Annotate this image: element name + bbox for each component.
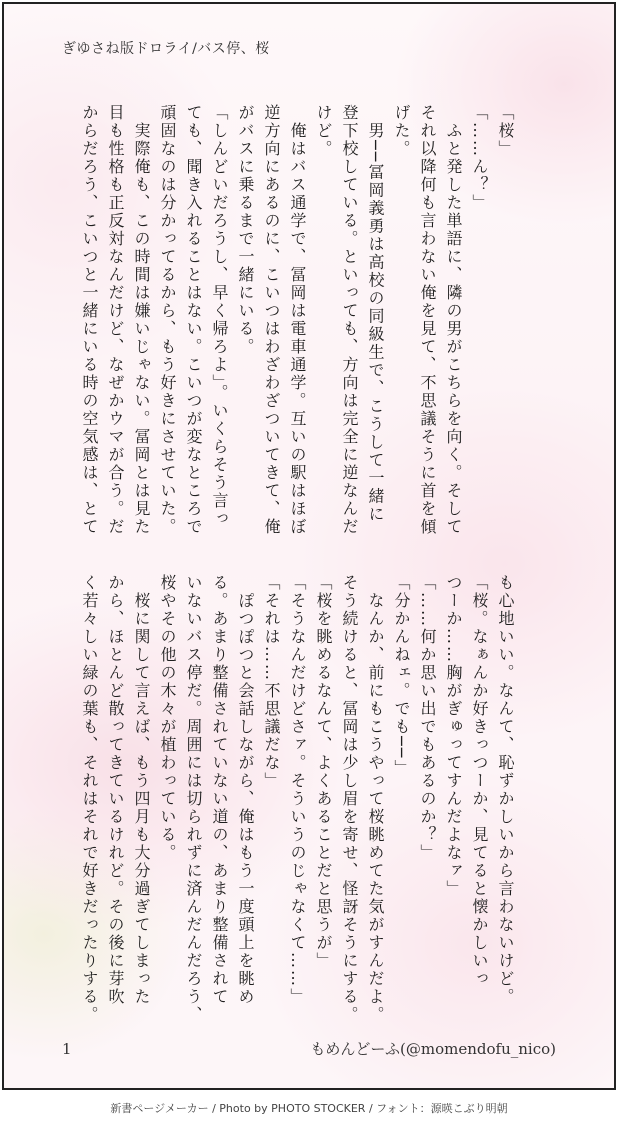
text-line: から、ほとんど散ってきているけれど。その後に芽吹 <box>106 574 125 1006</box>
text-line: 「それは……不思議だな」 <box>262 574 281 790</box>
text-line: そう続けると、冨岡は少し眉を寄せ、怪訝そうにする。 <box>340 574 359 1024</box>
text-line: 桜に関して言えば、もう四月も大分過ぎてしまった <box>132 574 151 1006</box>
text-line: 男──冨岡義勇は高校の同級生で、こうして一緒に <box>366 104 385 524</box>
text-line: る。あまり整備されていない道の、あまり整備されて <box>210 574 229 1006</box>
text-line: 「しんどいだろうし、早く帰ろよ」。いくらそう言っ <box>210 104 229 528</box>
text-line: いないバス停だ。周囲には切られずに済んだんだろう、 <box>184 574 203 1024</box>
body-text-lower <box>76 574 518 1024</box>
text-line: ぽつぽつと会話しながら、俺はもう一度頭上を眺め <box>236 574 255 1006</box>
text-line: がバスに乗るまで一緒にいる。 <box>236 104 255 356</box>
page-title: ぎゆさね版ドロライ/バス停、桜 <box>62 41 270 57</box>
text-line: 「桜。なぁんか好きっつーか、見てると懐かしいっ <box>470 574 489 988</box>
text-line: ても、聞き入れることはない。こいつが変なところで <box>184 104 203 536</box>
text-line: なんか、前にもこうやって桜眺めてた気がすんだよ。 <box>366 574 385 1024</box>
text-line: 俺はバス通学で、冨岡は電車通学。互いの駅はほぼ <box>288 104 307 536</box>
text-line: ふと発した単語に、隣の男がこちらを向く。そして <box>444 104 463 536</box>
text-line: 目も性格も正反対なんだけど、なぜかウマが合う。だ <box>106 104 125 536</box>
text-line: く若々しい緑の葉も、それはそれで好きだったりする。 <box>80 574 99 1024</box>
author-credit: もめんどーふ(@momendofu_nico) <box>310 1040 556 1058</box>
body-text-upper <box>76 104 518 536</box>
text-line: 頑固なのは分かってるから、もう好きにさせていた。 <box>158 104 177 536</box>
image-credit: 新書ページメーカー / Photo by PHOTO STOCKER / フォント：源暎こぶり明朝 <box>110 1102 508 1115</box>
text-line: げた。 <box>392 104 411 158</box>
text-line: も心地いい。なんて、恥ずかしいから言わないけど。 <box>496 574 515 1006</box>
text-line: 「桜を眺めるなんて、よくあることだと思うが」 <box>314 574 333 970</box>
text-line: 「桜」 <box>496 104 515 158</box>
book-page <box>2 2 616 1090</box>
text-line: 桜やその他の木々が植わっている。 <box>158 574 177 862</box>
text-line: 登下校している。といっても、方向は完全に逆なんだ <box>340 104 359 536</box>
text-line: 「……ん？」 <box>470 104 489 212</box>
text-line: 「分かんねェ。でも──」 <box>392 574 411 778</box>
text-line: つーか……胸がぎゅってすんだよなァ」 <box>444 574 463 898</box>
text-line: 実際俺も、この時間は嫌いじゃない。冨岡とは見た <box>132 104 151 536</box>
text-line: 「……何か思い出でもあるのか？」 <box>418 574 437 862</box>
page-number: 1 <box>62 1040 72 1058</box>
text-line: それ以降何も言わない俺を見て、不思議そうに首を傾 <box>418 104 437 536</box>
text-line: 「そうなんだけどさァ。そういうのじゃなくて……」 <box>288 574 307 1006</box>
text-line: からだろう、こいつと一緒にいる時の空気感は、とて <box>80 104 99 536</box>
text-line: けど。 <box>314 104 333 158</box>
text-line: 逆方向にあるのに、こいつはわざわざついてきて、俺 <box>262 104 281 536</box>
